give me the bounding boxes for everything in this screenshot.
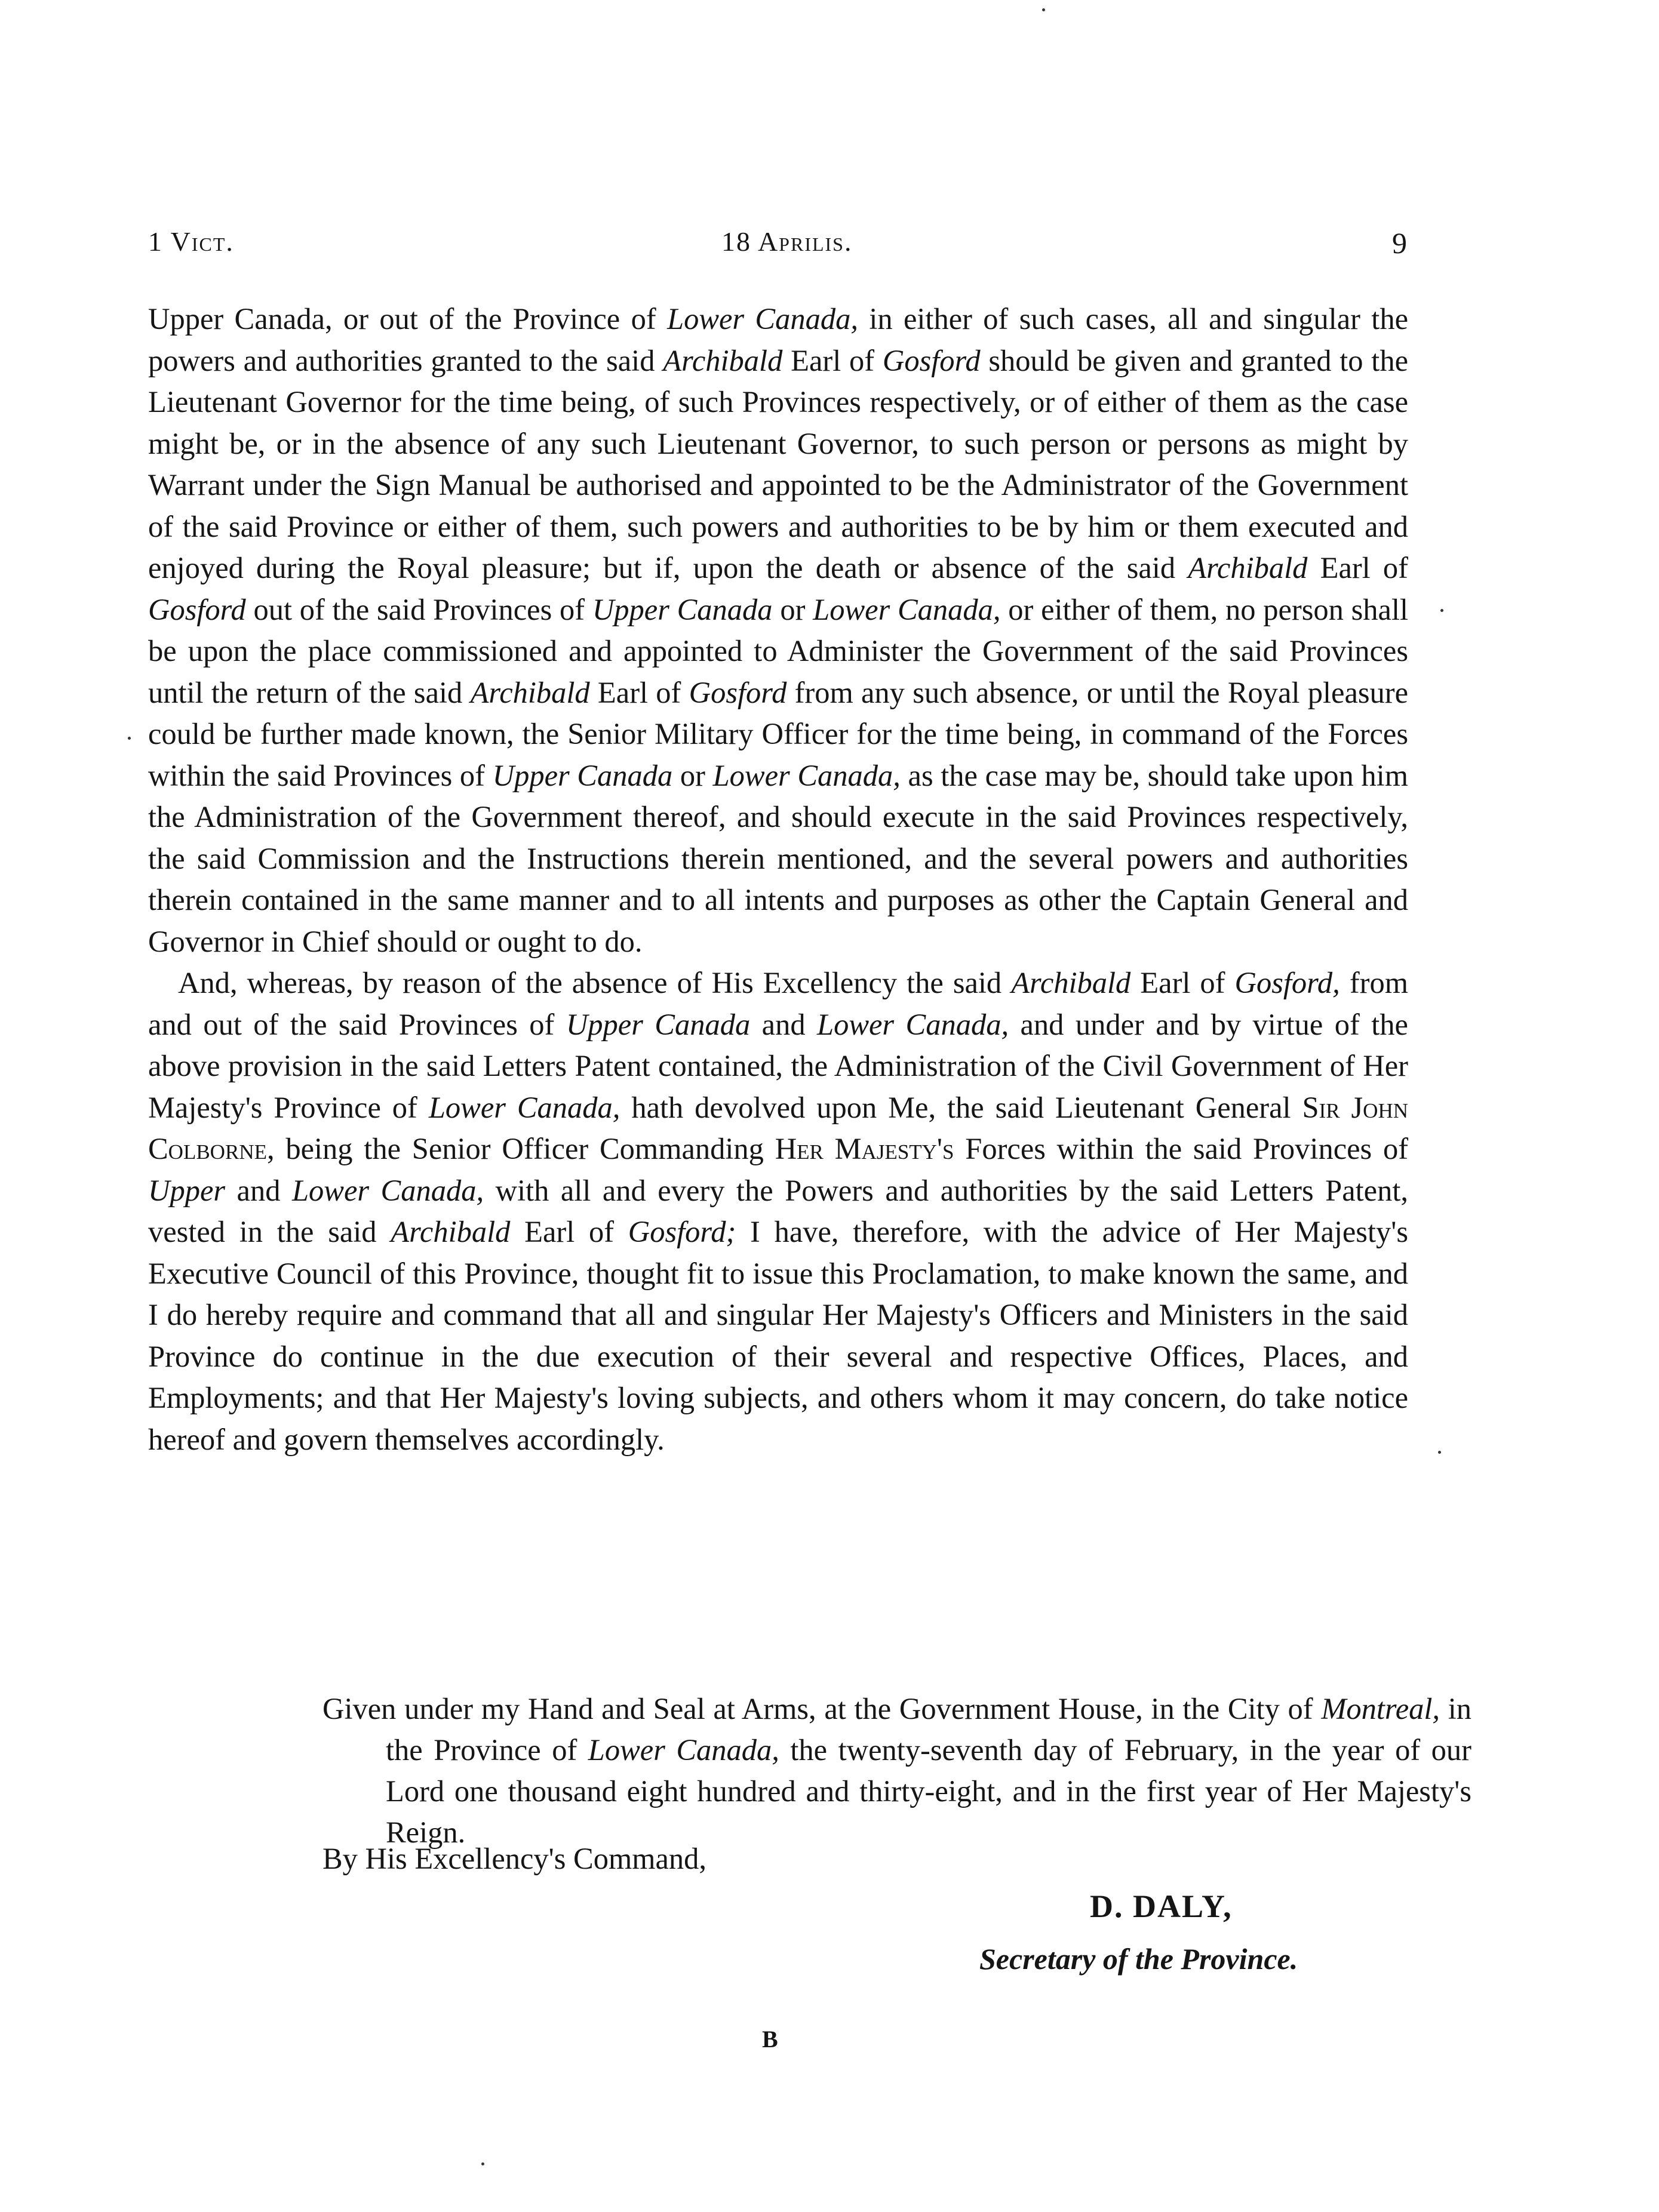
signature-mark: B bbox=[762, 2026, 778, 2053]
command-line: By His Excellency's Command, bbox=[322, 1842, 707, 1875]
text-run: Earl of bbox=[1130, 966, 1235, 999]
text-run: hath devolved upon Me, the said Lieutenant General bbox=[620, 1090, 1302, 1124]
text-run: and under and by virtue of the above provision in the said Letters Patent contained, the Administration of the Civil Government of Her Majesty's Province of bbox=[148, 1007, 1408, 1124]
paragraph bbox=[148, 962, 1408, 1460]
text-run: Forces within the said Provinces of bbox=[954, 1132, 1409, 1165]
signer-name: D. DALY, bbox=[1090, 1888, 1233, 1924]
text-run: or either of them, no person shall be upon the place commissioned and appointed to Administer the Government of the said Provinces until the return of the said bbox=[148, 592, 1409, 709]
italic-run: Gosford bbox=[882, 343, 981, 377]
paragraph bbox=[148, 299, 1408, 962]
text-run: in the Province of bbox=[386, 1692, 1472, 1767]
text-run: from any such absence, or until the Royal pleasure could be further made known, the Senior Military Officer for the time being, in command of the Forces within the said Provinces of bbox=[148, 675, 1408, 792]
text-run: or bbox=[772, 592, 813, 626]
text-run: being the Senior Officer Commanding bbox=[274, 1132, 775, 1165]
italic-run: Upper bbox=[148, 1173, 226, 1207]
italic-run: Upper Canada bbox=[592, 592, 773, 626]
italic-run: Archibald bbox=[1011, 966, 1131, 999]
italic-run: Archibald bbox=[1188, 551, 1308, 584]
text-run: in either of such cases, all and singular the powers and authorities granted to the said bbox=[148, 302, 1408, 377]
italic-run: Archibald bbox=[391, 1215, 511, 1248]
italic-run: Upper Canada bbox=[492, 758, 673, 792]
ink-speck bbox=[1042, 8, 1045, 11]
italic-run: Gosford bbox=[148, 592, 246, 626]
text-run: Earl of bbox=[782, 343, 883, 377]
text-run: out of the said Provinces of bbox=[245, 592, 592, 626]
ink-speck bbox=[1438, 1451, 1441, 1454]
text-run: and bbox=[225, 1173, 292, 1207]
text-run: Earl of bbox=[510, 1215, 628, 1248]
given-under-clause bbox=[322, 1688, 1471, 1853]
text-run: Upper Canada, or out of the Province of bbox=[148, 302, 667, 336]
text-run: from and out of the said Provinces of bbox=[148, 966, 1408, 1041]
text-run: I have, therefore, with the advice of Her Majesty's Executive Council of this Province, thought fit to issue this Proclamation, to make known the same, and I do hereby require and command that all and singular Her Majesty's Officers and Ministers in the said Province do continue in the due execution of their several and respective Offices, Places, and Employments; and that Her Majesty's loving subjects, and others whom it may concern, do take notice hereof and govern themselves accordingly. bbox=[148, 1215, 1408, 1456]
ink-speck bbox=[481, 2162, 484, 2165]
text-run: Earl of bbox=[1307, 551, 1408, 584]
page-number: 9 bbox=[1392, 226, 1408, 260]
small-caps-run: Sir John Colborne, bbox=[148, 1090, 1408, 1165]
italic-run: Upper Canada bbox=[566, 1007, 751, 1041]
proclamation-body bbox=[148, 299, 1408, 1460]
text-run: and bbox=[750, 1007, 817, 1041]
italic-run: Lower Canada, bbox=[428, 1090, 620, 1124]
text-run: as the case may be, should take upon him the Administration of the Government thereof, and should execute in the said Provinces respectively, the said Commission and the Instructions therein mentioned, and the several powers and authorities therein contained in the same manner and to all intents and purposes as other the Captain General and Governor in Chief should or ought to do. bbox=[148, 758, 1408, 958]
ink-speck bbox=[1440, 609, 1443, 612]
text-run: with all and every the Powers and authorities by the said Letters Patent, vested in the said bbox=[148, 1173, 1408, 1248]
running-header bbox=[148, 226, 1408, 279]
italic-run: Lower Canada, bbox=[813, 592, 1001, 626]
italic-run: Archibald bbox=[663, 343, 783, 377]
italic-run: Archibald bbox=[470, 675, 590, 709]
text-run: the twenty-seventh day of February, in the year of our Lord one thousand eight hundred and thirty-eight, and in the first year of Her Majesty's Reign. bbox=[386, 1733, 1471, 1849]
small-caps-run: Her Majesty's bbox=[775, 1132, 954, 1165]
italic-run: Lower Canada, bbox=[291, 1173, 484, 1207]
text-run: should be given and granted to the Lieutenant Governor for the time being, of such Provinces respectively, or of either of them as the case might be, or in the absence of any such Lieutenant Governor, to such person or persons as might by Warrant under the Sign Manual be authorised and appointed to be the Administrator of the Government of the said Province or either of them, such powers and authorities to be by him or them executed and enjoyed during the Royal pleasure; but if, upon the death or absence of the said bbox=[148, 343, 1408, 584]
italic-run: Lower Canada, bbox=[667, 302, 858, 336]
text-run: And, whereas, by reason of the absence of His Excellency the said bbox=[178, 966, 1012, 999]
italic-run: Gosford, bbox=[1234, 966, 1340, 999]
italic-run: Montreal, bbox=[1321, 1692, 1440, 1725]
signer-title: Secretary of the Province. bbox=[979, 1942, 1298, 1976]
header-regnal-year: 1 Vict. bbox=[148, 226, 234, 257]
text-run: Earl of bbox=[589, 675, 689, 709]
header-date: 18 Aprilis. bbox=[721, 226, 853, 257]
italic-run: Lower Canada, bbox=[817, 1007, 1009, 1041]
italic-run: Gosford bbox=[689, 675, 787, 709]
italic-run: Lower Canada, bbox=[588, 1733, 779, 1767]
ink-speck bbox=[128, 737, 131, 740]
text-run: Given under my Hand and Seal at Arms, at the Government House, in the City of bbox=[322, 1692, 1322, 1725]
text-run: or bbox=[672, 758, 713, 792]
italic-run: Gosford; bbox=[628, 1215, 736, 1248]
italic-run: Lower Canada, bbox=[712, 758, 901, 792]
